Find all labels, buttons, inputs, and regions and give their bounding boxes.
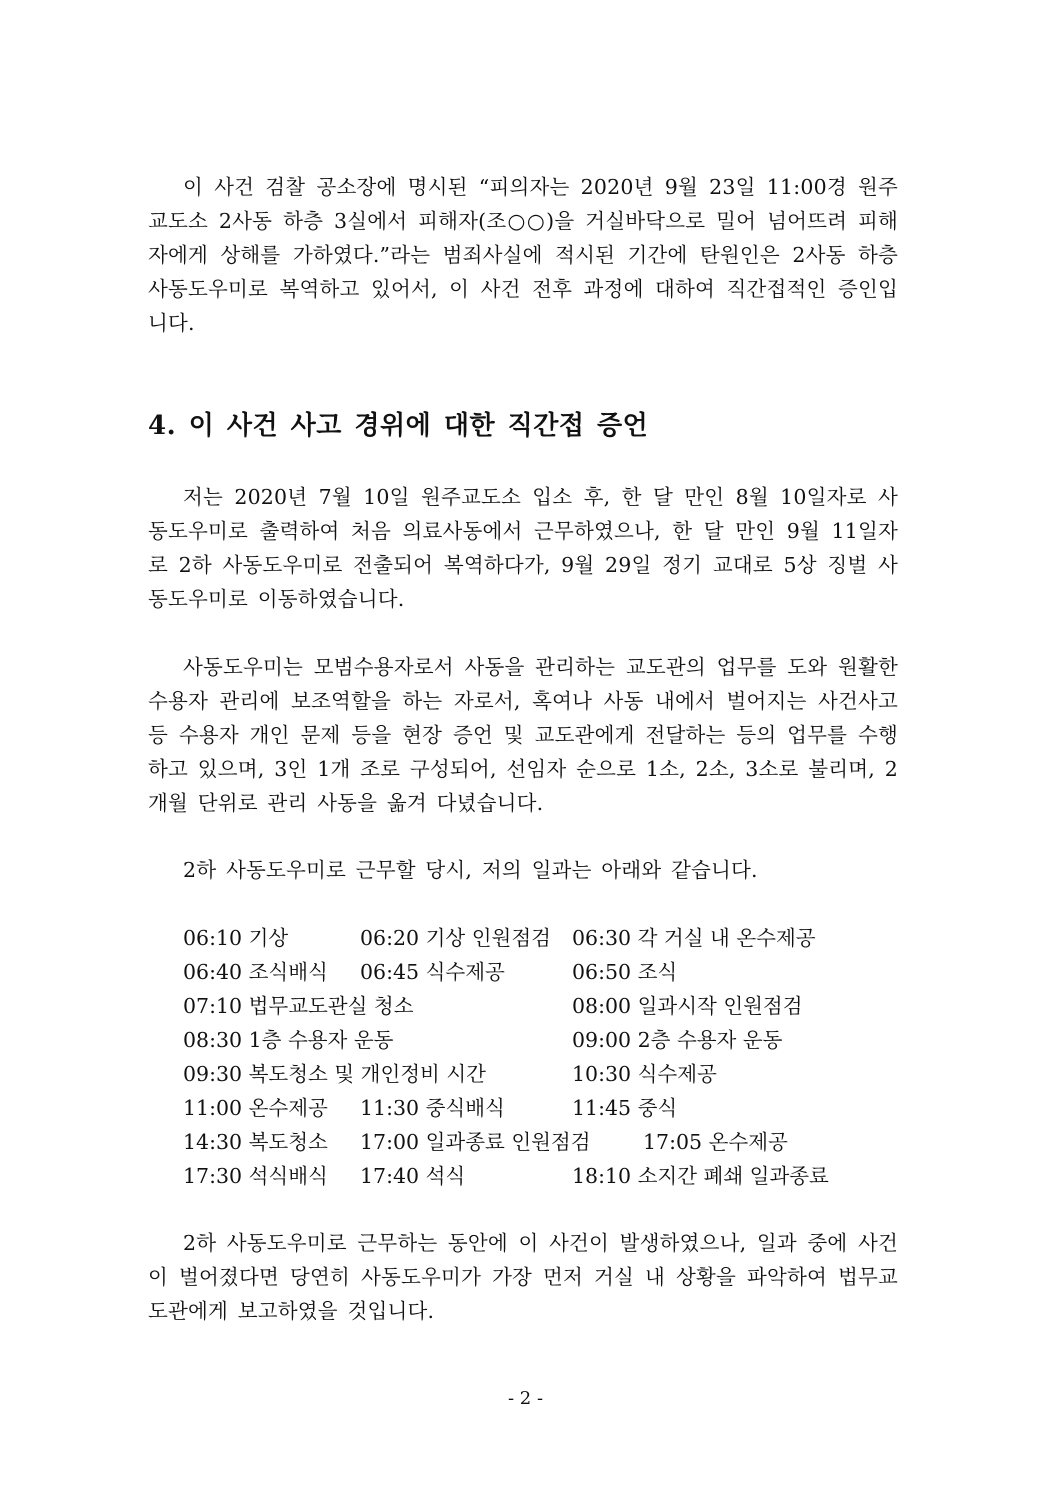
- schedule-entry: 17:30 석식배식: [183, 1164, 328, 1188]
- schedule-row: [183, 1091, 883, 1125]
- schedule-entry: 10:30 식수제공: [572, 1062, 717, 1086]
- paragraph-helper-role: 사동도우미는 모범수용자로서 사동을 관리하는 교도관의 업무를 도와 원활한 수용자 관리에 보조역할을 하는 자로서, 혹여나 사동 내에서 벌어지는 사건사고 등 수용자 개인 문제 등을 현장 증언 및 교도관에게 전달하는 등의 업무를 수행하고 있으며, 3인 1개 조로 구성되어, 선임자 순으로 1소, 2소, 3소로 불리며, 2개월 단위로 관리 사동을 옮겨 다녔습니다.: [148, 655, 898, 815]
- schedule-entry: 11:00 온수제공: [183, 1096, 328, 1120]
- schedule-entry: 06:10 기상: [183, 926, 289, 950]
- schedule-entry: 17:05 온수제공: [643, 1130, 788, 1154]
- schedule-entry: 11:30 중식배식: [360, 1096, 505, 1120]
- schedule-row: [183, 1125, 883, 1159]
- schedule-row: [183, 989, 883, 1023]
- paragraph-witness-statement: 이 사건 검찰 공소장에 명시된 “피의자는 2020년 9월 23일 11:00경 원주교도소 2사동 하층 3실에서 피해자(조○○)을 거실바닥으로 밀어 넘어뜨려 피해자에게 상해를 가하였다.”라는 범죄사실에 적시된 기간에 탄원인은 2사동 하층 사동도우미로 복역하고 있어서, 이 사건 전후 과정에 대하여 직간접적인 증인입니다.: [148, 175, 898, 335]
- schedule-entry: 17:40 석식: [360, 1164, 466, 1188]
- schedule-entry: 09:30 복도청소 및 개인정비 시간: [183, 1062, 486, 1086]
- schedule-entry: 07:10 법무교도관실 청소: [183, 994, 414, 1018]
- schedule-row: [183, 921, 883, 955]
- schedule-entry: 14:30 복도청소: [183, 1130, 328, 1154]
- schedule-entry: 06:20 기상 인원점검: [360, 926, 551, 950]
- schedule-row: [183, 1023, 883, 1057]
- schedule-entry: 17:00 일과종료 인원점검: [360, 1130, 591, 1154]
- schedule-entry: 08:00 일과시작 인원점검: [572, 994, 803, 1018]
- paragraph-reporting-duty: 2하 사동도우미로 근무하는 동안에 이 사건이 발생하였으나, 일과 중에 사건이 벌어졌다면 당연히 사동도우미가 가장 먼저 거실 내 상황을 파악하여 법무교도관에게 보고하였을 것입니다.: [148, 1231, 898, 1323]
- paragraph-schedule-intro: 2하 사동도우미로 근무할 당시, 저의 일과는 아래와 같습니다.: [183, 858, 758, 882]
- schedule-entry: 08:30 1층 수용자 운동: [183, 1028, 394, 1052]
- page-number: - 2 -: [507, 1388, 544, 1409]
- schedule-entry: 09:00 2층 수용자 운동: [572, 1028, 783, 1052]
- schedule-entry: 11:45 중식: [572, 1096, 678, 1120]
- schedule-entry: 18:10 소지간 폐쇄 일과종료: [572, 1164, 829, 1188]
- schedule-row: [183, 1159, 883, 1193]
- schedule-row: [183, 955, 883, 989]
- paragraph-transfer-history: 저는 2020년 7월 10일 원주교도소 입소 후, 한 달 만인 8월 10일자로 사동도우미로 출력하여 처음 의료사동에서 근무하였으나, 한 달 만인 9월 11일자로 2하 사동도우미로 전출되어 복역하다가, 9월 29일 정기 교대로 5상 징벌 사동도우미로 이동하였습니다.: [148, 485, 898, 611]
- schedule-entry: 06:45 식수제공: [360, 960, 505, 984]
- schedule-entry: 06:50 조식: [572, 960, 678, 984]
- schedule-entry: 06:30 각 거실 내 온수제공: [572, 926, 816, 950]
- schedule-row: [183, 1057, 883, 1091]
- section-heading: 4. 이 사건 사고 경위에 대한 직간접 증언: [148, 411, 649, 441]
- schedule-entry: 06:40 조식배식: [183, 960, 328, 984]
